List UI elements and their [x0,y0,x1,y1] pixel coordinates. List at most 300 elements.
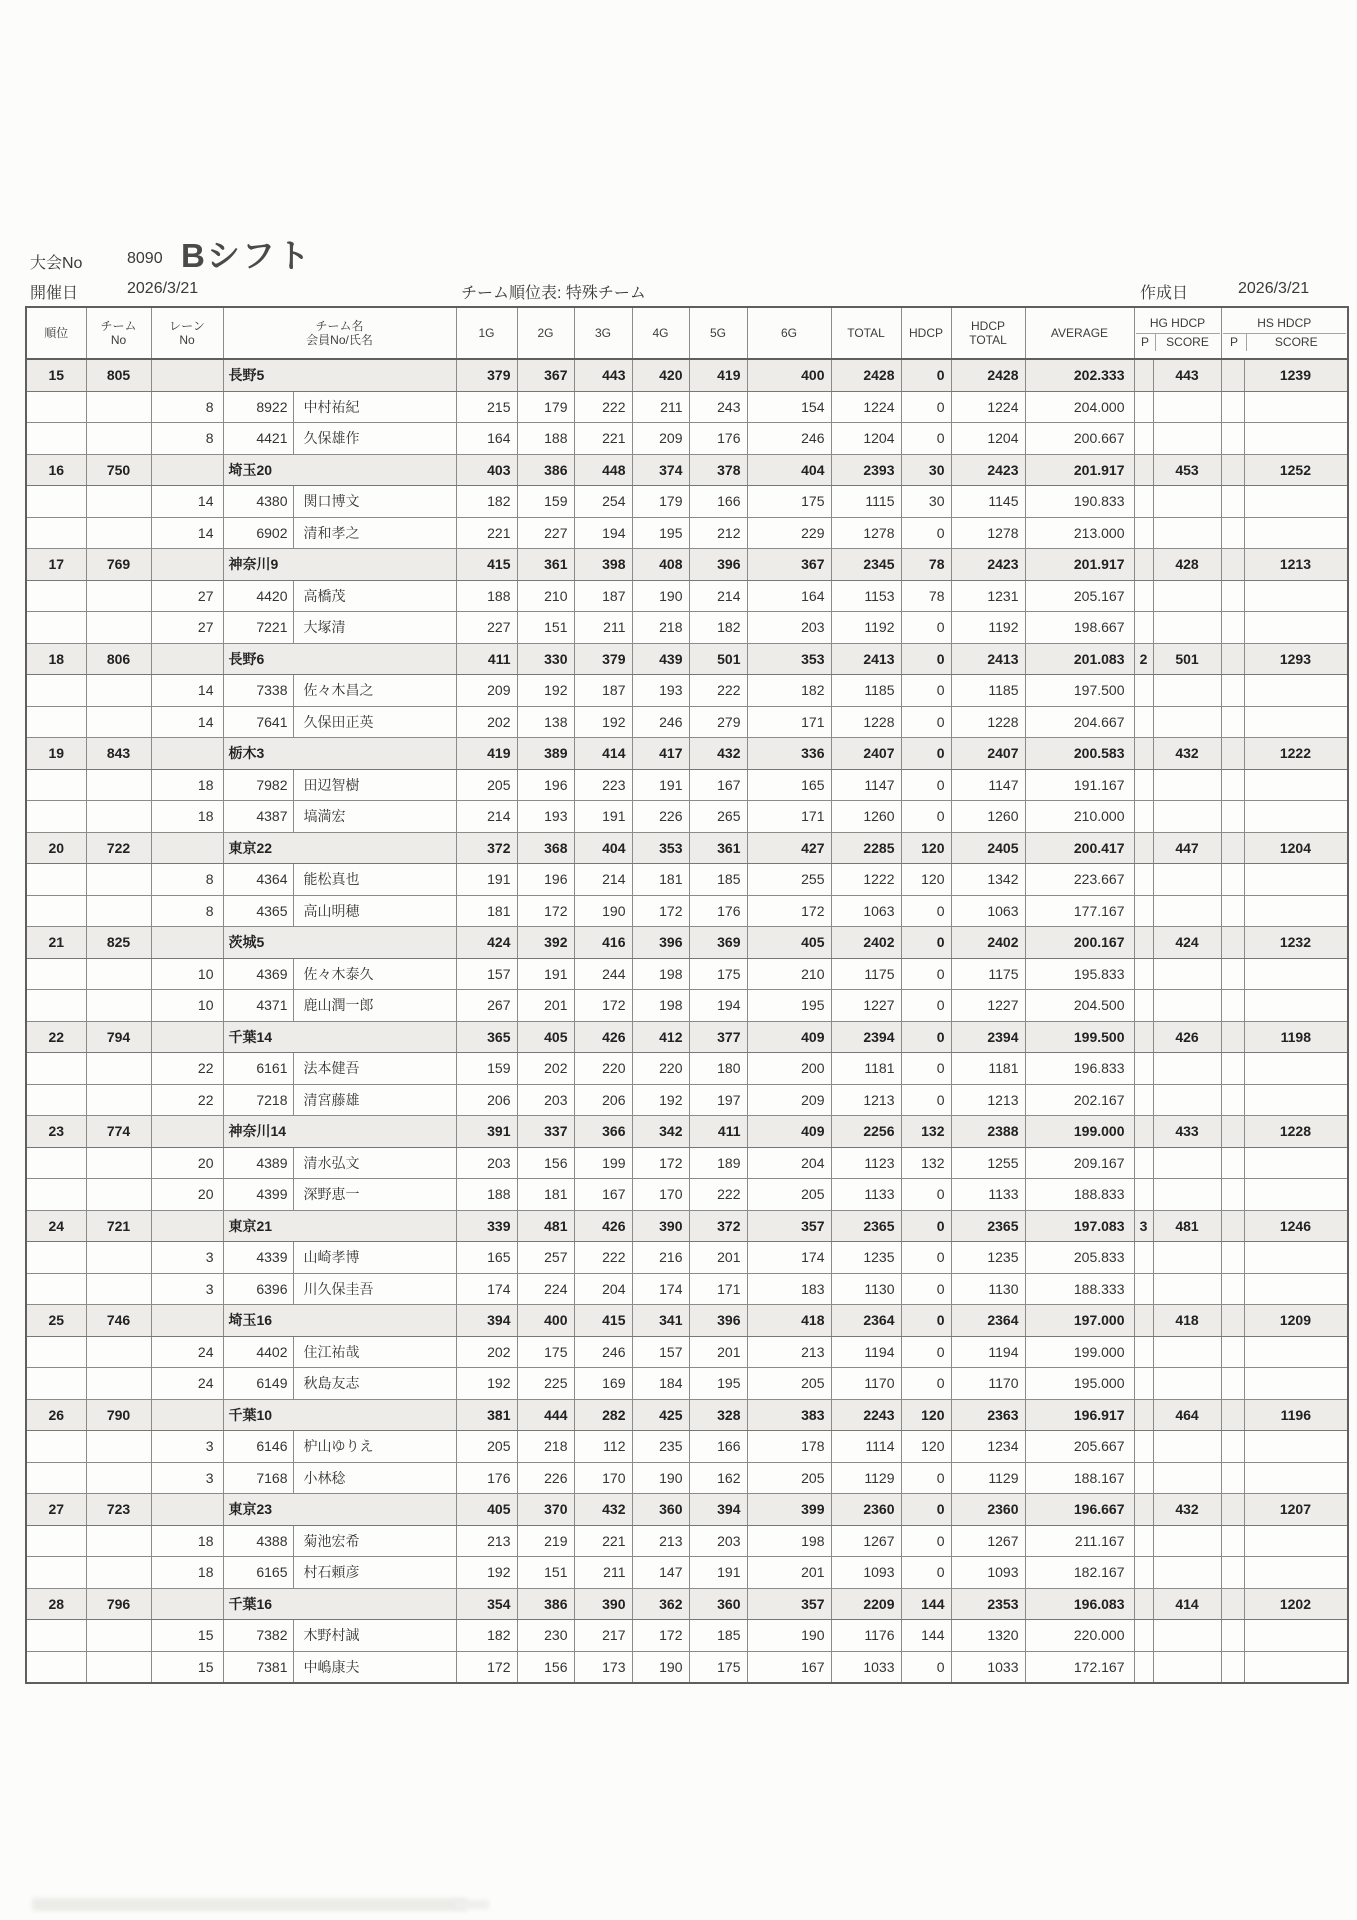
cell-lane-no: 18 [151,769,223,801]
cell-team-no [86,1179,151,1211]
cell-hs-p [1221,643,1244,675]
cell-member-no: 4369 [223,958,293,990]
cell-1g: 164 [456,423,517,455]
cell-hg-score [1153,1053,1221,1085]
cell-hs-p [1221,580,1244,612]
member-row [26,423,1348,455]
cell-4g: 341 [632,1305,689,1337]
cell-hs-p [1221,612,1244,644]
cell-1g: 405 [456,1494,517,1526]
cell-5g: 396 [689,1305,747,1337]
cell-hdcp-total: 1224 [951,391,1025,423]
cell-rank: 21 [26,927,86,959]
cell-2g: 138 [517,706,574,738]
cell-2g: 156 [517,1651,574,1683]
cell-hg-p [1134,580,1153,612]
cell-hs-score [1244,990,1348,1022]
cell-hdcp: 0 [901,801,951,833]
cell-team-no [86,486,151,518]
cell-hs-score [1244,423,1348,455]
cell-5g: 369 [689,927,747,959]
cell-hdcp: 0 [901,517,951,549]
cell-team-no [86,580,151,612]
cell-1g: 391 [456,1116,517,1148]
cell-hg-score: 432 [1153,738,1221,770]
cell-5g: 212 [689,517,747,549]
cell-average: 210.000 [1025,801,1134,833]
cell-total: 1222 [831,864,901,896]
cell-member-no: 4371 [223,990,293,1022]
cell-6g: 399 [747,1494,831,1526]
cell-rank [26,1651,86,1683]
cell-3g: 169 [574,1368,632,1400]
member-row [26,1242,1348,1274]
cell-lane-no: 3 [151,1431,223,1463]
cell-hg-score: 426 [1153,1021,1221,1053]
cell-hg-p [1134,1462,1153,1494]
cell-team-no: 722 [86,832,151,864]
cell-5g: 194 [689,990,747,1022]
cell-2g: 226 [517,1462,574,1494]
cell-5g: 222 [689,675,747,707]
cell-lane-no [151,1305,223,1337]
event-date-value: 2026/3/21 [127,280,199,297]
cell-hdcp-total: 1093 [951,1557,1025,1589]
col-3g: 3G [574,307,632,359]
cell-rank [26,895,86,927]
cell-5g: 162 [689,1462,747,1494]
cell-team-no [86,423,151,455]
cell-hs-p [1221,1242,1244,1274]
team-row [26,1588,1348,1620]
cell-6g: 195 [747,990,831,1022]
cell-1g: 214 [456,801,517,833]
cell-2g: 192 [517,675,574,707]
cell-average: 223.667 [1025,864,1134,896]
col-6g: 6G [747,307,831,359]
cell-hdcp-total: 1133 [951,1179,1025,1211]
cell-member-name: 田辺智樹 [293,769,456,801]
cell-hs-score: 1228 [1244,1116,1348,1148]
cell-hdcp: 120 [901,864,951,896]
cell-2g: 405 [517,1021,574,1053]
cell-6g: 205 [747,1462,831,1494]
cell-rank [26,1557,86,1589]
cell-total: 2243 [831,1399,901,1431]
cell-team-name: 千葉14 [223,1021,456,1053]
col-hs-hdcp: HS HDCP P SCORE [1221,307,1348,359]
cell-hg-p [1134,895,1153,927]
cell-hs-score: 1209 [1244,1305,1348,1337]
cell-total: 2413 [831,643,901,675]
cell-member-name: 山崎孝博 [293,1242,456,1274]
cell-hs-score [1244,1084,1348,1116]
cell-hs-score [1244,1620,1348,1652]
cell-hs-p [1221,1273,1244,1305]
cell-hg-score [1153,1336,1221,1368]
cell-member-no: 4339 [223,1242,293,1274]
cell-average: 191.167 [1025,769,1134,801]
team-row [26,454,1348,486]
cell-hdcp: 144 [901,1588,951,1620]
cell-4g: 226 [632,801,689,833]
cell-average: 201.917 [1025,549,1134,581]
cell-hg-p [1134,1399,1153,1431]
cell-2g: 368 [517,832,574,864]
cell-5g: 182 [689,612,747,644]
cell-5g: 171 [689,1273,747,1305]
cell-team-no [86,612,151,644]
cell-team-name: 長野5 [223,359,456,391]
cell-3g: 443 [574,359,632,391]
cell-average: 213.000 [1025,517,1134,549]
cell-6g: 400 [747,359,831,391]
cell-2g: 175 [517,1336,574,1368]
cell-hg-score [1153,1242,1221,1274]
cell-4g: 157 [632,1336,689,1368]
cell-total: 1204 [831,423,901,455]
cell-hdcp-total: 1342 [951,864,1025,896]
cell-team-no [86,1431,151,1463]
cell-3g: 211 [574,612,632,644]
member-row [26,1147,1348,1179]
cell-1g: 213 [456,1525,517,1557]
cell-hdcp: 0 [901,612,951,644]
cell-member-no: 6396 [223,1273,293,1305]
cell-team-no: 723 [86,1494,151,1526]
cell-3g: 222 [574,391,632,423]
cell-2g: 386 [517,1588,574,1620]
cell-hg-score [1153,1431,1221,1463]
cell-hdcp-total: 1130 [951,1273,1025,1305]
cell-hdcp-total: 1170 [951,1368,1025,1400]
cell-team-no [86,391,151,423]
cell-3g: 221 [574,1525,632,1557]
cell-5g: 328 [689,1399,747,1431]
cell-hdcp: 0 [901,1273,951,1305]
cell-5g: 394 [689,1494,747,1526]
cell-team-no: 796 [86,1588,151,1620]
cell-1g: 403 [456,454,517,486]
cell-1g: 192 [456,1368,517,1400]
cell-hs-score [1244,486,1348,518]
cell-hdcp: 78 [901,580,951,612]
cell-rank [26,675,86,707]
cell-3g: 173 [574,1651,632,1683]
cell-member-no: 7641 [223,706,293,738]
cell-member-name: 清和孝之 [293,517,456,549]
cell-hs-p [1221,359,1244,391]
cell-total: 1228 [831,706,901,738]
cell-total: 1063 [831,895,901,927]
cell-total: 1033 [831,1651,901,1683]
cell-6g: 357 [747,1588,831,1620]
team-row [26,1305,1348,1337]
cell-3g: 404 [574,832,632,864]
cell-3g: 416 [574,927,632,959]
cell-lane-no [151,738,223,770]
cell-4g: 360 [632,1494,689,1526]
cell-1g: 182 [456,486,517,518]
cell-team-no [86,895,151,927]
cell-hg-score [1153,612,1221,644]
cell-3g: 187 [574,675,632,707]
cell-4g: 198 [632,958,689,990]
cell-rank [26,706,86,738]
cell-hs-p [1221,927,1244,959]
cell-3g: 221 [574,423,632,455]
cell-member-name: 小林稔 [293,1462,456,1494]
cell-hg-p [1134,549,1153,581]
cell-hs-p [1221,517,1244,549]
cell-5g: 501 [689,643,747,675]
cell-lane-no: 8 [151,423,223,455]
cell-average: 196.833 [1025,1053,1134,1085]
cell-hg-score [1153,958,1221,990]
cell-5g: 167 [689,769,747,801]
cell-4g: 353 [632,832,689,864]
cell-6g: 409 [747,1021,831,1053]
cell-rank: 17 [26,549,86,581]
cell-team-no [86,958,151,990]
cell-team-no [86,1651,151,1683]
cell-rank [26,1273,86,1305]
cell-rank [26,801,86,833]
cell-hg-score [1153,1525,1221,1557]
cell-average: 205.167 [1025,580,1134,612]
cell-hs-score: 1239 [1244,359,1348,391]
member-row [26,706,1348,738]
cell-lane-no: 18 [151,1525,223,1557]
cell-average: 199.000 [1025,1116,1134,1148]
cell-average: 196.667 [1025,1494,1134,1526]
cell-hs-score [1244,1368,1348,1400]
cell-3g: 448 [574,454,632,486]
cell-hdcp: 78 [901,549,951,581]
cell-3g: 379 [574,643,632,675]
cell-3g: 222 [574,1242,632,1274]
cell-1g: 202 [456,706,517,738]
cell-total: 1170 [831,1368,901,1400]
cell-hg-score [1153,1620,1221,1652]
cell-lane-no: 10 [151,958,223,990]
cell-hdcp: 0 [901,769,951,801]
cell-hg-p [1134,1084,1153,1116]
cell-hs-score: 1232 [1244,927,1348,959]
cell-hs-p [1221,1147,1244,1179]
cell-2g: 337 [517,1116,574,1148]
cell-3g: 217 [574,1620,632,1652]
cell-1g: 165 [456,1242,517,1274]
cell-average: 202.167 [1025,1084,1134,1116]
cell-hs-p [1221,1462,1244,1494]
cell-hg-score [1153,990,1221,1022]
cell-rank: 18 [26,643,86,675]
cell-4g: 213 [632,1525,689,1557]
cell-lane-no: 14 [151,675,223,707]
cell-member-no: 7982 [223,769,293,801]
cell-5g: 189 [689,1147,747,1179]
member-row [26,801,1348,833]
cell-lane-no: 22 [151,1053,223,1085]
cell-member-no: 6902 [223,517,293,549]
cell-hg-p [1134,1651,1153,1683]
cell-5g: 185 [689,864,747,896]
cell-2g: 392 [517,927,574,959]
cell-hs-score: 1252 [1244,454,1348,486]
cell-3g: 206 [574,1084,632,1116]
tournament-no-label: 大会No [30,255,83,272]
cell-hg-p [1134,612,1153,644]
cell-member-no: 7381 [223,1651,293,1683]
cell-lane-no [151,643,223,675]
cell-1g: 203 [456,1147,517,1179]
cell-2g: 151 [517,1557,574,1589]
cell-rank [26,486,86,518]
cell-hs-p [1221,832,1244,864]
cell-4g: 220 [632,1053,689,1085]
cell-5g: 175 [689,1651,747,1683]
cell-4g: 235 [632,1431,689,1463]
cell-1g: 419 [456,738,517,770]
cell-hg-p [1134,1116,1153,1148]
cell-4g: 170 [632,1179,689,1211]
cell-team-no: 825 [86,927,151,959]
cell-total: 1260 [831,801,901,833]
cell-hs-score: 1202 [1244,1588,1348,1620]
cell-average: 197.000 [1025,1305,1134,1337]
cell-hg-p [1134,927,1153,959]
cell-team-name: 神奈川9 [223,549,456,581]
cell-team-name: 東京22 [223,832,456,864]
cell-hg-p [1134,769,1153,801]
cell-hg-score [1153,864,1221,896]
cell-3g: 366 [574,1116,632,1148]
col-5g: 5G [689,307,747,359]
cell-hdcp-total: 1129 [951,1462,1025,1494]
cell-hs-score [1244,1431,1348,1463]
cell-member-name: 佐々木昌之 [293,675,456,707]
cell-2g: 257 [517,1242,574,1274]
cell-6g: 174 [747,1242,831,1274]
cell-4g: 191 [632,769,689,801]
cell-2g: 196 [517,864,574,896]
cell-3g: 167 [574,1179,632,1211]
team-row [26,1116,1348,1148]
cell-total: 1175 [831,958,901,990]
cell-member-name: 清水弘文 [293,1147,456,1179]
cell-hs-score [1244,1147,1348,1179]
cell-4g: 172 [632,1620,689,1652]
cell-hs-score [1244,895,1348,927]
cell-3g: 415 [574,1305,632,1337]
cell-hg-score [1153,895,1221,927]
member-row [26,1557,1348,1589]
cell-member-name: 村石頼彦 [293,1557,456,1589]
cell-hg-p [1134,1305,1153,1337]
cell-member-name: 佐々木泰久 [293,958,456,990]
cell-hdcp: 132 [901,1116,951,1148]
cell-hs-score [1244,706,1348,738]
cell-5g: 360 [689,1588,747,1620]
cell-4g: 425 [632,1399,689,1431]
cell-hdcp-total: 2423 [951,549,1025,581]
cell-average: 197.500 [1025,675,1134,707]
cell-2g: 159 [517,486,574,518]
cell-hg-score [1153,391,1221,423]
cell-6g: 182 [747,675,831,707]
cell-hg-score [1153,801,1221,833]
cell-member-no: 8922 [223,391,293,423]
cell-team-no [86,1273,151,1305]
cell-hs-score: 1246 [1244,1210,1348,1242]
cell-hdcp-total: 1213 [951,1084,1025,1116]
cell-hdcp-total: 1181 [951,1053,1025,1085]
cell-hs-p [1221,1368,1244,1400]
cell-6g: 367 [747,549,831,581]
cell-6g: 183 [747,1273,831,1305]
cell-hg-p [1134,990,1153,1022]
cell-6g: 201 [747,1557,831,1589]
cell-hdcp: 120 [901,1399,951,1431]
team-row [26,359,1348,391]
col-hdcp: HDCP [901,307,951,359]
cell-member-name: 木野村誠 [293,1620,456,1652]
cell-6g: 205 [747,1368,831,1400]
cell-1g: 411 [456,643,517,675]
cell-lane-no [151,927,223,959]
team-row [26,738,1348,770]
cell-hdcp: 0 [901,675,951,707]
cell-hdcp: 0 [901,359,951,391]
cell-lane-no [151,549,223,581]
cell-1g: 188 [456,580,517,612]
member-row [26,1053,1348,1085]
cell-6g: 209 [747,1084,831,1116]
cell-lane-no [151,832,223,864]
cell-6g: 200 [747,1053,831,1085]
tournament-no-value: 8090 [127,250,163,267]
cell-2g: 156 [517,1147,574,1179]
cell-2g: 219 [517,1525,574,1557]
created-date-value: 2026/3/21 [1238,280,1310,297]
cell-hs-p [1221,1557,1244,1589]
cell-rank [26,612,86,644]
cell-hdcp-total: 1267 [951,1525,1025,1557]
cell-hg-score: 428 [1153,549,1221,581]
cell-4g: 216 [632,1242,689,1274]
cell-total: 1185 [831,675,901,707]
cell-team-no: 805 [86,359,151,391]
cell-member-no: 4402 [223,1336,293,1368]
cell-hdcp: 30 [901,454,951,486]
cell-member-no: 4387 [223,801,293,833]
cell-hs-score [1244,391,1348,423]
cell-rank [26,864,86,896]
cell-3g: 223 [574,769,632,801]
cell-lane-no: 20 [151,1147,223,1179]
cell-rank [26,391,86,423]
cell-team-no [86,1368,151,1400]
cell-total: 1181 [831,1053,901,1085]
cell-lane-no: 24 [151,1336,223,1368]
cell-3g: 170 [574,1462,632,1494]
cell-4g: 374 [632,454,689,486]
cell-1g: 188 [456,1179,517,1211]
cell-hs-p [1221,486,1244,518]
cell-lane-no [151,1210,223,1242]
cell-rank: 20 [26,832,86,864]
